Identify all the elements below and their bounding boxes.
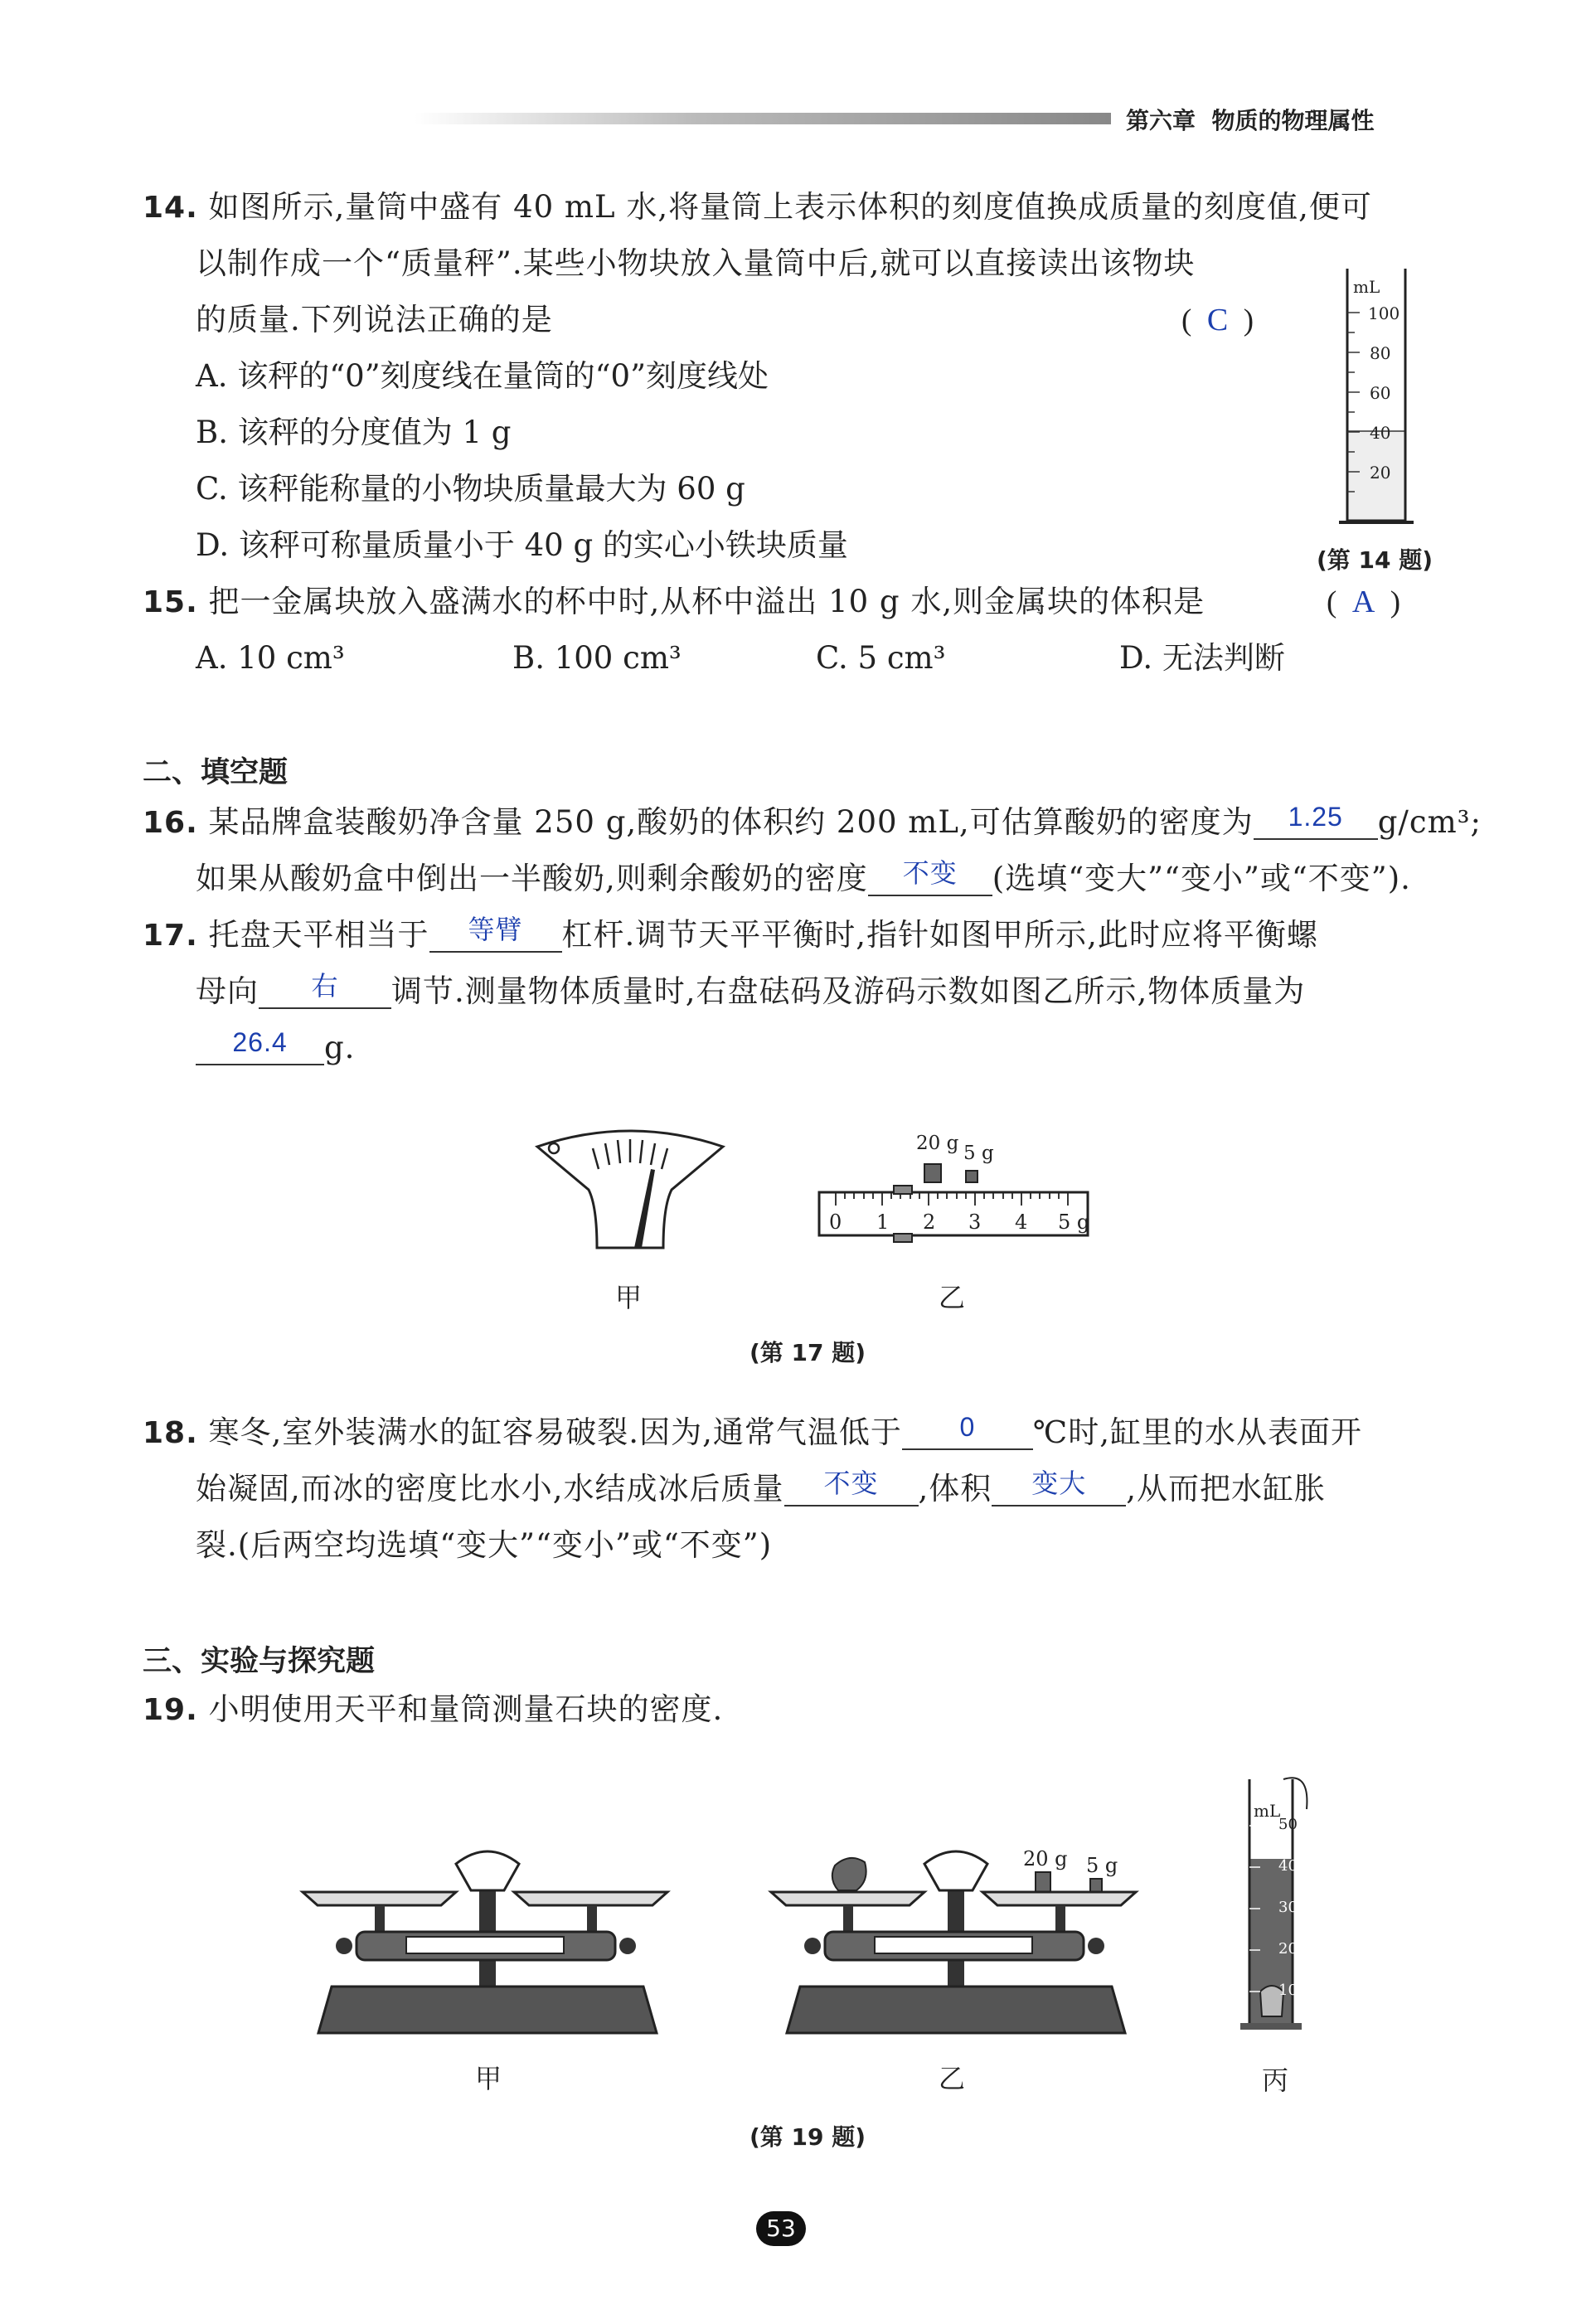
q19-tick-10: 10 [1278, 1982, 1298, 1999]
q14-text2: 以制作成一个“质量秤”.某些小物块放入量筒中后,就可以直接读出该物块 [196, 245, 1196, 281]
q17-answer2: 右 [311, 971, 339, 1001]
beam-rail [819, 1192, 1088, 1235]
screw-left [804, 1938, 821, 1954]
chapter-label: 第六章 [1126, 107, 1196, 134]
q17-scale-1: 1 [876, 1211, 890, 1234]
q14-answer-box: ( C ) [1181, 303, 1254, 337]
rider-top [894, 1186, 912, 1194]
q16-text1b: g/cm³; [1377, 804, 1482, 840]
q14-tick-20: 20 [1370, 463, 1391, 483]
q14-line2 [196, 245, 1195, 282]
q17-answer3: 26.4 [232, 1027, 288, 1057]
q18-number: 18. [143, 1416, 198, 1450]
q17-scale-2: 2 [923, 1211, 936, 1234]
q16-text2b: (选填“变大”“变小”或“不变”). [992, 861, 1411, 896]
q14-line3 [196, 302, 553, 338]
q14-tick-60: 60 [1370, 383, 1391, 403]
q15-option-a: A. 10 cm³ [196, 640, 345, 676]
q14-tick-100: 100 [1368, 303, 1400, 323]
q16-answer1: 1.25 [1288, 802, 1343, 832]
weight-20g-block [1036, 1872, 1050, 1892]
q17-blank1[interactable] [429, 915, 562, 953]
q16-number: 16. [143, 806, 198, 840]
q15-answer: A [1351, 585, 1375, 619]
screw-right [1088, 1938, 1104, 1954]
q18-line3 [196, 1527, 772, 1564]
q17-beam-figure [813, 1152, 1094, 1260]
q15-answer-box: ( A ) [1327, 585, 1401, 619]
q19-fig-jia-label: 甲 [475, 2063, 502, 2094]
rider-bottom [894, 1234, 912, 1242]
q18-line1 [143, 1414, 1362, 1452]
q17-weight-5g-label: 5 g [963, 1143, 994, 1164]
q17-line1 [143, 917, 1318, 954]
q14-tick-40: 40 [1370, 423, 1391, 443]
q15-text: 把一金属块放入盛满水的杯中时,从杯中溢出 10 g 水,则金属块的体积是 [208, 584, 1205, 619]
q17-scale-3: 3 [968, 1211, 982, 1234]
q15-line [143, 584, 1205, 621]
base [318, 1987, 657, 2033]
q18-line2 [196, 1468, 1327, 1507]
q17-scale-4: 4 [1015, 1211, 1028, 1234]
q17-caption: (第 17 题) [749, 1339, 866, 1366]
q15-option-d: D. 无法判断 [1119, 640, 1285, 676]
q17-blank3[interactable] [196, 1027, 324, 1065]
q16-line2 [196, 858, 1411, 897]
q16-answer2: 不变 [902, 858, 958, 888]
q15-option-b: B. 100 cm³ [512, 640, 682, 676]
weight-20g [924, 1164, 941, 1182]
q14-answer: C [1206, 303, 1229, 337]
q18-answer2: 不变 [823, 1468, 879, 1498]
q17-text3b: g. [324, 1030, 356, 1065]
q14-option-c: C. 该秤能称量的小物块质量最大为 60 g [196, 471, 745, 507]
right-pan [514, 1892, 667, 1905]
section3-title: 三、实验与探究题 [143, 1645, 376, 1678]
q19-balance-jia [298, 1841, 680, 2040]
chapter-title: 物质的物理属性 [1211, 107, 1375, 134]
q17-text2b: 调节.测量物体质量时,右盘砝码及游码示数如图乙所示,物体质量为 [391, 973, 1306, 1009]
q16-blank2[interactable] [868, 858, 992, 896]
q14-cylinder-unit: mL [1353, 277, 1380, 297]
dial [924, 1851, 987, 1890]
screw-left [336, 1938, 352, 1954]
q14-tick-80: 80 [1370, 343, 1391, 363]
q18-answer3: 变大 [1031, 1468, 1087, 1498]
q14-number: 14. [143, 191, 198, 225]
header-chapter [1126, 103, 1375, 136]
weight-5g-block [1090, 1879, 1102, 1892]
q19-tick-30: 30 [1278, 1899, 1298, 1916]
q19-fig-bing-label: 丙 [1262, 2064, 1289, 2096]
q16-line1 [143, 804, 1482, 842]
q17-fig-jia-label: 甲 [615, 1282, 643, 1313]
right-pan [982, 1892, 1136, 1905]
q14-option-d: D. 该秤可称量质量小于 40 g 的实心小铁块质量 [196, 527, 848, 563]
page-number [756, 2211, 806, 2246]
q17-scale-0: 0 [829, 1211, 842, 1234]
q17-number: 17. [143, 919, 198, 953]
q17-answer1: 等臂 [468, 915, 523, 944]
q17-line3 [196, 1027, 356, 1066]
q17-fig-yi-label: 乙 [939, 1282, 966, 1313]
q19-cylinder-unit: mL [1254, 1801, 1281, 1821]
left-pan [303, 1892, 456, 1905]
q19-text: 小明使用天平和量筒测量石块的密度. [208, 1691, 724, 1727]
q19-weight-20g-label: 20 g [1023, 1847, 1068, 1870]
q17-pointer-figure [531, 1123, 730, 1256]
q18-blank3[interactable] [992, 1468, 1126, 1506]
section2-title: 二、填空题 [143, 756, 289, 789]
dial [456, 1851, 519, 1890]
q17-line2 [196, 973, 1305, 1010]
q15-option-c: C. 5 cm³ [816, 640, 946, 676]
q18-answer1: 0 [959, 1412, 976, 1442]
beam-scale [406, 1937, 564, 1953]
q18-text1b: ℃时,缸里的水从表面开 [1032, 1414, 1362, 1450]
q15-number: 15. [143, 585, 198, 619]
q17-text2a: 母向 [196, 973, 259, 1009]
q19-tick-20: 20 [1278, 1940, 1298, 1958]
q17-text1a: 托盘天平相当于 [208, 917, 429, 953]
q19-line [143, 1691, 723, 1729]
q17-weight-20g-label: 20 g [916, 1133, 959, 1154]
q16-text2a: 如果从酸奶盒中倒出一半酸奶,则剩余酸奶的密度 [196, 861, 868, 896]
q17-text1b: 杠杆.调节天平平衡时,指针如图甲所示,此时应将平衡螺 [561, 917, 1318, 953]
q18-text3: 裂.(后两空均选填“变大”“变小”或“不变”) [196, 1527, 773, 1563]
q14-option-b: B. 该秤的分度值为 1 g [196, 415, 512, 450]
screw-right [619, 1938, 636, 1954]
q17-blank2[interactable] [259, 971, 391, 1009]
q16-blank1[interactable] [1254, 802, 1378, 840]
weight-5g [966, 1171, 977, 1182]
q19-tick-50: 50 [1278, 1816, 1298, 1833]
q14-caption: (第 14 题) [1317, 546, 1433, 574]
q18-text1a: 寒冬,室外装满水的缸容易破裂.因为,通常气温低于 [208, 1414, 902, 1450]
q18-text2c: ,从而把水缸胀 [1126, 1471, 1327, 1506]
q17-scale-5g: 5 g [1058, 1211, 1090, 1234]
page-number-text: 53 [766, 2215, 796, 2242]
q14-text1: 如图所示,量筒中盛有 40 mL 水,将量筒上表示体积的刻度值换成质量的刻度值,便可 [208, 189, 1372, 225]
q18-text2b: ,体积 [918, 1471, 992, 1506]
cylinder-base [1240, 2023, 1302, 2030]
string [1283, 1778, 1307, 1809]
q14-text3: 的质量.下列说法正确的是 [196, 302, 553, 337]
q16-text1a: 某品牌盒装酸奶净含量 250 g,酸奶的体积约 200 mL,可估算酸奶的密度为 [208, 804, 1254, 840]
q19-fig-yi-label: 乙 [939, 2063, 966, 2094]
stone [832, 1858, 866, 1890]
q14-line1 [143, 189, 1372, 226]
q19-weight-5g-label: 5 g [1086, 1854, 1118, 1877]
q19-number: 19. [143, 1693, 198, 1727]
q18-blank2[interactable] [784, 1468, 919, 1506]
left-pan [771, 1892, 924, 1905]
q14-option-a: A. 该秤的“0”刻度线在量筒的“0”刻度线处 [196, 358, 769, 394]
header-bar [415, 113, 1111, 124]
q19-caption: (第 19 题) [749, 2123, 866, 2151]
q18-blank1[interactable] [902, 1412, 1033, 1450]
q19-tick-40: 40 [1278, 1857, 1298, 1875]
beam-scale [875, 1937, 1032, 1953]
q18-text2a: 始凝固,而冰的密度比水小,水结成冰后质量 [196, 1471, 784, 1506]
base [787, 1987, 1125, 2033]
